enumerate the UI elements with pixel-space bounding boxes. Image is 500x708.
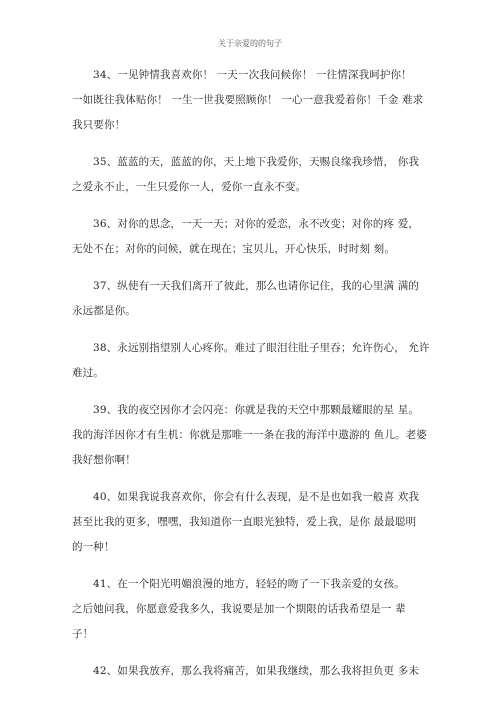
paragraph-line: 37、纵使有一天我们离开了彼此，那么也请你记住，我的心里满 满的: [93, 280, 419, 292]
paragraph-41: [72, 572, 428, 647]
paragraph-line: 我的海洋因你才有生机：你就是那唯一一条在我的海洋中遨游的 鱼儿。老婆: [72, 429, 427, 441]
paragraph-line: 40、如果我说我喜欢你，你会有什么表现，是不是也如我一般喜 欢我: [93, 491, 419, 503]
paragraph-line: 36、对你的思念，一天一天；对你的爱恋，永不改变；对你的疼 爱，: [93, 218, 419, 230]
paragraph-line: 子！: [72, 628, 94, 640]
paragraph-line: 之后她问我，你愿意爱我多久，我说要是加一个期限的话我希望是一 辈: [72, 603, 406, 615]
paragraph-line: 一如既往我体贴你！ 一生一世我要照顾你！ 一心一意我爱着你！千金 难求: [72, 94, 424, 106]
paragraph-35: [72, 150, 428, 200]
paragraph-line: 34、一见钟情我喜欢你！ 一天一次我问候你！ 一往情深我呵护你！: [93, 69, 412, 81]
paragraph-line: 永远都是你。: [72, 305, 136, 317]
paragraph-line: 无处不在；对你的问候，就在现在；宝贝儿，开心快乐，时时刻 刻。: [72, 243, 395, 255]
paragraph-line: 38、永远别指望别人心疼你。难过了眼泪往肚子里吞；允许伤心， 允许: [93, 342, 430, 354]
paragraph-42: [72, 659, 428, 684]
paragraph-37: [72, 274, 428, 324]
paragraph-40: [72, 485, 428, 560]
paragraph-39: [72, 398, 428, 473]
paragraph-line: 难过。: [72, 367, 104, 379]
paragraph-36: [72, 212, 428, 262]
paragraph-line: 之爱永不止，一生只爱你一人，爱你一直永不变。: [72, 181, 307, 193]
paragraph-line: 39、我的夜空因你才会闪亮：你就是我的天空中那颗最耀眼的星 星。: [93, 404, 419, 416]
page-header: 关于亲爱的的句子: [218, 39, 282, 48]
paragraph-line: 35、蓝蓝的天，蓝蓝的你，天上地下我爱你，天赐良缘我珍惜， 你我: [93, 156, 419, 168]
paragraph-34: [72, 63, 428, 138]
paragraph-line: 42、如果我放弃，那么我将痛苦，如果我继续，那么我将担负更 多未: [93, 665, 419, 677]
paragraph-line: 41、在一个阳光明媚浪漫的地方，轻轻的吻了一下我亲爱的女孩。: [93, 578, 405, 590]
paragraph-line: 我只要你！: [72, 119, 126, 131]
paragraph-line: 我好想你啊！: [72, 454, 136, 466]
paragraph-38: [72, 336, 428, 386]
paragraph-line: 甚至比我的更多，嘿嘿，我知道你一直眼光独特，爱上我，是你 最最聪明: [72, 516, 417, 528]
paragraph-line: 的一种！: [72, 541, 115, 553]
document-body: [72, 63, 428, 684]
